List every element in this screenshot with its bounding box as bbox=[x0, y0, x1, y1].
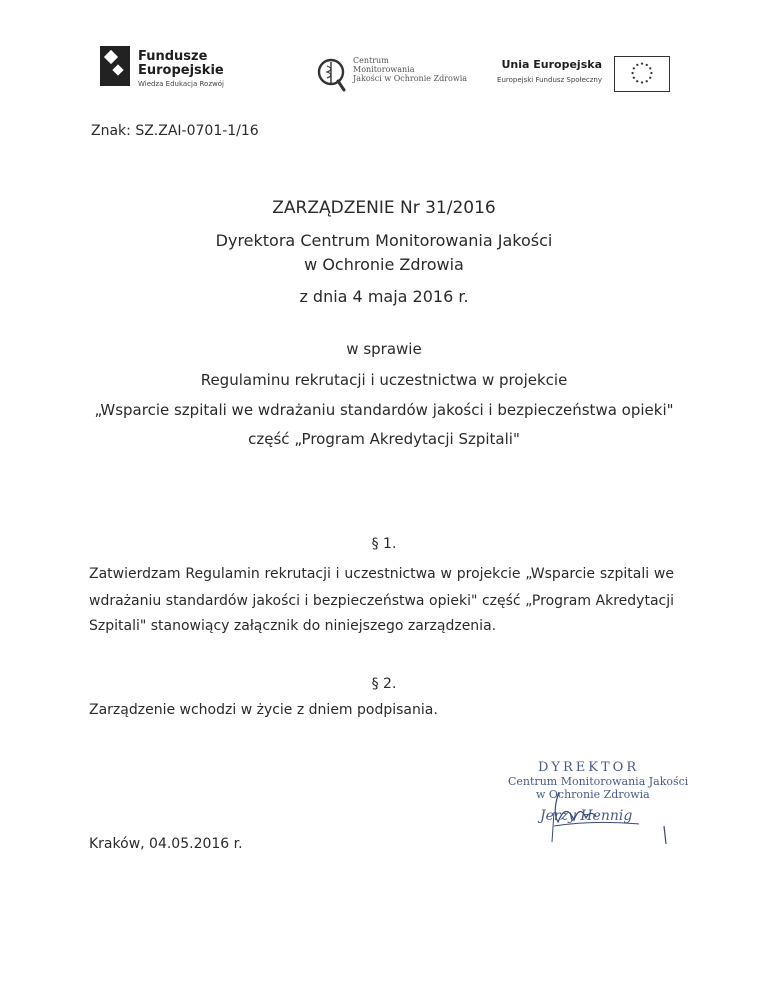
stamp-name: Jerzy Hennig bbox=[540, 808, 633, 824]
fe-logo-line2: Europejskie bbox=[138, 63, 224, 78]
section-1-line-3: Szpitali" stanowiący załącznik do niniejszego zarządzenia. bbox=[89, 618, 497, 634]
document-title: ZARZĄDZENIE Nr 31/2016 bbox=[272, 198, 496, 218]
fe-logo-line3: Wiedza Edukacja Rozwój bbox=[138, 80, 224, 88]
section-2-line-1: Zarządzenie wchodzi w życie z dniem podpisania. bbox=[89, 702, 438, 718]
cm-logo-line2: Monitorowania bbox=[353, 65, 415, 74]
section-2-heading: § 2. bbox=[371, 676, 397, 692]
subject-intro: w sprawie bbox=[346, 340, 422, 358]
centrum-monitorowania-logo bbox=[316, 54, 466, 94]
caduceus-icon bbox=[316, 56, 346, 92]
issuer-line-1: Dyrektora Centrum Monitorowania Jakości bbox=[215, 231, 553, 250]
fundusze-europejskie-mark-icon bbox=[100, 46, 130, 86]
document-sign-reference: Znak: SZ.ZAI-0701-1/16 bbox=[91, 123, 259, 139]
eu-flag-icon bbox=[614, 56, 670, 92]
ue-logo-line1: Unia Europejska bbox=[501, 58, 602, 71]
fe-logo-line1: Fundusze bbox=[138, 49, 208, 64]
unia-europejska-logo bbox=[484, 54, 670, 94]
section-1-heading: § 1. bbox=[371, 536, 397, 552]
subject-line-1: Regulaminu rekrutacji i uczestnictwa w projekcie bbox=[200, 371, 568, 389]
ue-logo-line2: Europejski Fundusz Społeczny bbox=[497, 76, 602, 84]
issuer-line-2: w Ochronie Zdrowia bbox=[304, 255, 464, 274]
section-1-line-1: Zatwierdzam Regulamin rekrutacji i uczestnictwa w projekcie „Wsparcie szpitali we bbox=[89, 566, 674, 582]
fundusze-europejskie-logo bbox=[100, 42, 240, 90]
handwritten-signature-icon bbox=[524, 782, 674, 852]
director-stamp bbox=[504, 760, 689, 840]
stamp-line-3: w Ochronie Zdrowia bbox=[536, 788, 650, 801]
stamp-line-2: Centrum Monitorowania Jakości bbox=[508, 775, 689, 788]
place-and-date: Kraków, 04.05.2016 r. bbox=[89, 836, 243, 852]
cm-logo-line3: Jakości w Ochronie Zdrowia bbox=[353, 74, 468, 83]
stamp-line-1: DYREKTOR bbox=[538, 760, 640, 775]
cm-logo-line1: Centrum bbox=[353, 56, 389, 65]
section-1-line-2: wdrażaniu standardów jakości i bezpieczeństwa opieki" część „Program Akredytacji bbox=[89, 593, 674, 609]
subject-line-3: część „Program Akredytacji Szpitali" bbox=[248, 430, 520, 448]
document-date: z dnia 4 maja 2016 r. bbox=[299, 287, 469, 306]
subject-line-2: „Wsparcie szpitali we wdrażaniu standardów jakości i bezpieczeństwa opieki" bbox=[94, 401, 674, 419]
